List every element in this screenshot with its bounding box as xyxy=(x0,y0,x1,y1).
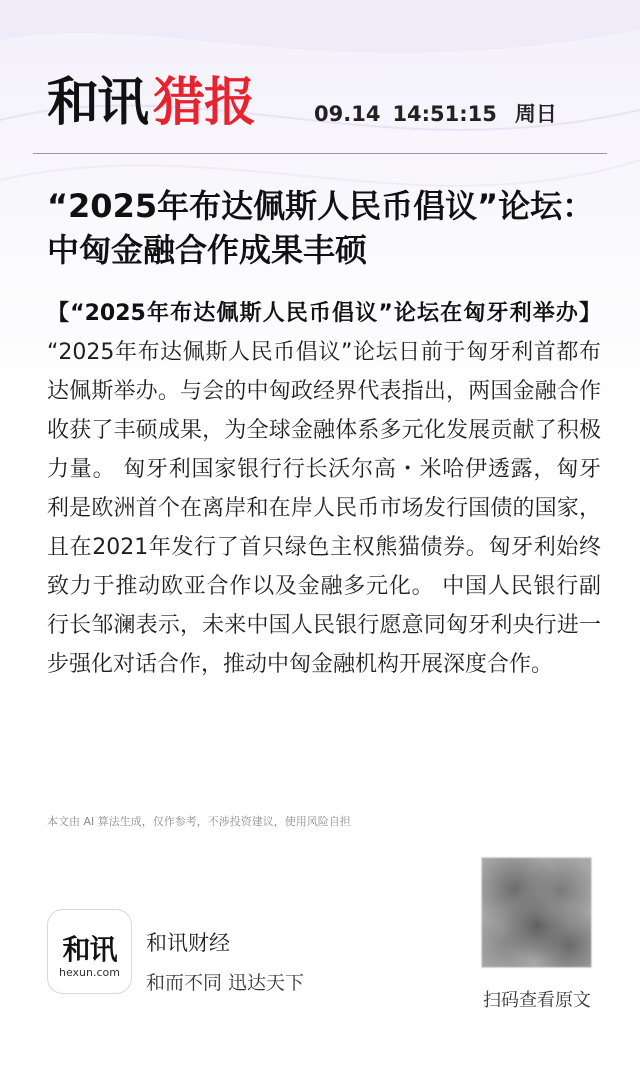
ai-disclaimer: 本文由 AI 算法生成，仅作参考，不涉投资建议，使用风险自担 xyxy=(47,815,351,828)
qr-code[interactable] xyxy=(481,857,592,968)
article-body-text: “2025年布达佩斯人民币倡议”论坛日前于匈牙利首都布达佩斯举办。与会的中匈政经界代表指出，两国金融合作收获了丰硕成果，为全球金融体系多元化发展贡献了积极力量。 匈牙利国家银行行长沃尔高・米哈伊透露，匈牙利是欧洲首个在离岸和在岸人民币市场发行国债的国家，且在2021年发行了首只绿色主权熊猫债券。匈牙利始终致力于推动欧亚合作以及金融多元化。 中国人民银行副行长邹澜表示，未来中国人民银行愿意同匈牙利央行进一步强化对话合作，推动中匈金融机构开展深度合作。 xyxy=(47,340,601,677)
publish-weekday: 周日 xyxy=(514,102,557,126)
background-wave-decoration xyxy=(0,0,640,330)
article-lead: 【“2025年布达佩斯人民币倡议”论坛在匈牙利举办】 xyxy=(47,301,601,326)
article-title: “2025年布达佩斯人民币倡议”论坛：中匈金融合作成果丰硕 xyxy=(47,187,595,269)
publish-datetime xyxy=(314,98,557,128)
app-name: 和讯财经 xyxy=(146,931,230,955)
article-body xyxy=(47,294,601,684)
app-icon-logo-text: 和讯 xyxy=(62,933,117,966)
publish-date: 09.14 xyxy=(314,102,381,126)
app-icon-domain: hexun.com xyxy=(59,966,120,979)
hexun-app-icon[interactable] xyxy=(47,909,132,994)
header xyxy=(47,62,607,132)
logo-product-text: 猎报 xyxy=(153,72,256,133)
hexun-lieba-logo xyxy=(47,62,255,132)
header-divider xyxy=(33,153,607,154)
app-slogan: 和而不同 迅达天下 xyxy=(146,972,305,994)
qr-caption: 扫码查看原文 xyxy=(483,990,591,1011)
logo-brand-text: 和讯 xyxy=(47,72,148,133)
publish-time: 14:51:15 xyxy=(392,102,497,126)
